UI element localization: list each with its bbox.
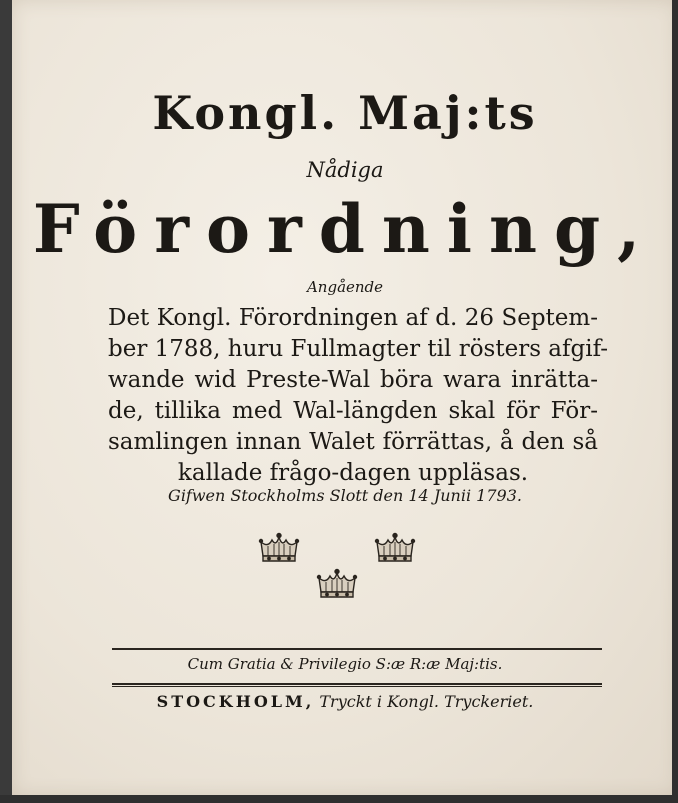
imprint-city: STOCKHOLM, xyxy=(156,692,315,711)
crown-icon xyxy=(374,532,416,566)
given-date-line: Gifwen Stockholms Slott den 14 Junii 1793. xyxy=(168,486,522,505)
body-text xyxy=(108,303,609,489)
scan-border-right xyxy=(672,0,678,803)
subject-label: Angående xyxy=(306,278,384,296)
divider-rule-top xyxy=(112,648,602,650)
body-line: samlingen innan Walet förrättas, å den så xyxy=(108,429,598,455)
title-kongl-majts: Kongl. Maj:ts xyxy=(152,86,538,140)
body-line: ber 1788, huru Fullmagter til rösters afgif- xyxy=(108,336,609,362)
title-forordning: Förordning, xyxy=(32,190,658,268)
imprint-line xyxy=(12,692,678,711)
privilege-line: Cum Gratia & Privilegio S:æ R:æ Maj:tis. xyxy=(187,655,503,673)
divider-rule-middle xyxy=(112,683,602,685)
body-line: Det Kongl. Förordningen af d. 26 Septem- xyxy=(108,305,598,331)
body-line: de, tillika med Wal-längden skal för För- xyxy=(108,398,598,424)
divider-rule-middle-thin xyxy=(112,686,602,687)
body-line: wande wid Preste-Wal böra wara inrätta- xyxy=(108,367,598,393)
imprint-printer: Tryckt i Kongl. Tryckeriet. xyxy=(319,692,534,711)
scan-border-bottom xyxy=(0,795,678,803)
body-line: kallade frågo-dagen uppläsas. xyxy=(177,460,529,486)
crown-icon xyxy=(316,568,358,602)
title-nadiga: Nådiga xyxy=(306,158,384,182)
scan-border-left xyxy=(0,0,12,803)
crown-icon xyxy=(258,532,300,566)
document-page xyxy=(12,0,678,796)
